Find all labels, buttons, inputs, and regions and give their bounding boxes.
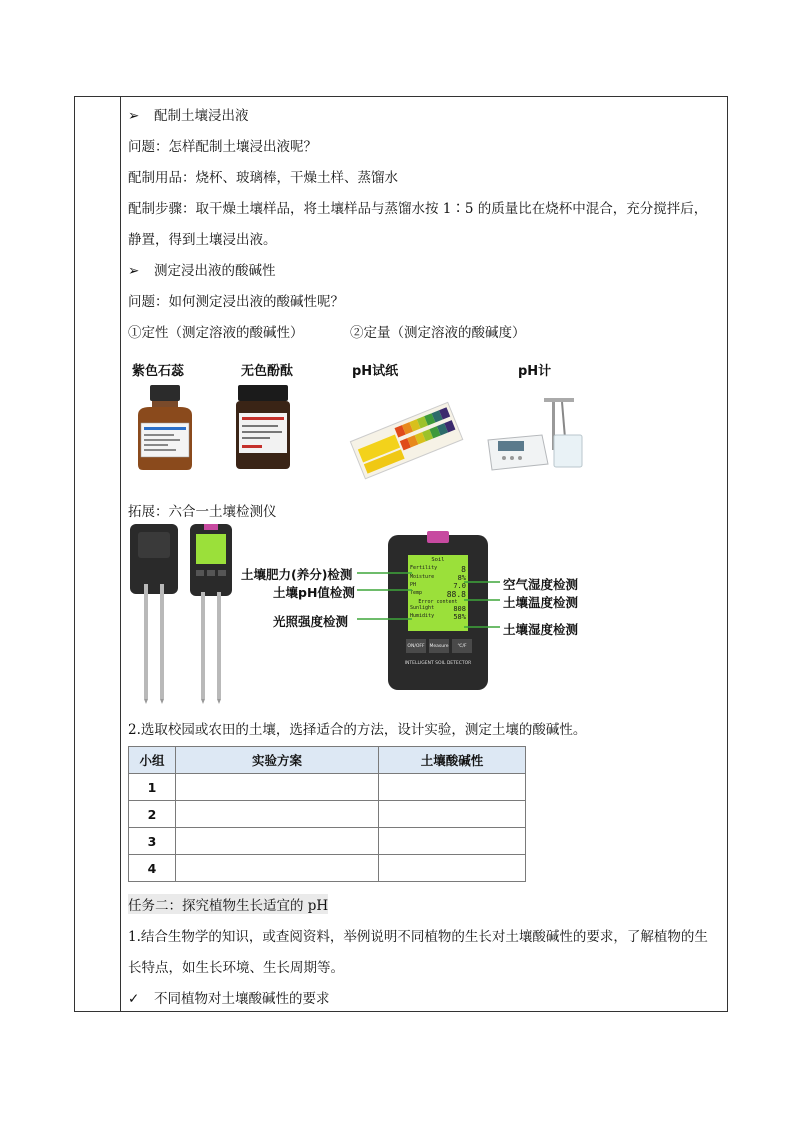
soil-temp-callout: 土壤温度检测: [503, 595, 579, 610]
ph-paper-label: pH试纸: [352, 364, 399, 379]
arrow-bullet-icon: ➢: [128, 263, 140, 279]
result-cell[interactable]: [379, 855, 526, 882]
unit-button[interactable]: ℃/F: [452, 639, 472, 653]
col-header-plan: 实验方案: [176, 747, 379, 774]
table-row: [129, 774, 526, 801]
task-two-p1-line1: 1.结合生物学的知识，或查阅资料，举例说明不同植物的生长对土壤酸碱性的要求，了解植物的生: [128, 929, 708, 945]
table-row: [129, 801, 526, 828]
measure-question: 问题：如何测定浸出液的酸碱性呢？: [128, 294, 344, 310]
ph-meter-label: pH计: [518, 364, 552, 379]
prepare-steps-line2: 静置，得到土壤浸出液。: [128, 232, 277, 248]
col-header-group: 小组: [129, 747, 176, 774]
prepare-question: 问题：怎样配制土壤浸出液呢？: [128, 139, 317, 155]
task2-question: 2.选取校园或农田的土壤，选择适合的方法，设计实验，测定土壤的酸碱性。: [128, 722, 587, 738]
onoff-button[interactable]: ON/OFF: [406, 639, 426, 653]
screen-fertility-value: 8: [461, 565, 466, 574]
screen-temp-value: 88.8: [446, 590, 466, 599]
screen-moisture-value: 8%: [457, 574, 466, 582]
result-cell[interactable]: [379, 774, 526, 801]
soil-humidity-callout: 土壤湿度检测: [503, 622, 579, 637]
measure-heading: 测定浸出液的酸碱性: [154, 263, 276, 279]
prepare-steps-line1: 配制步骤：取干燥土壤样品，将土壤样品与蒸馏水按 1∶5 的质量比在烧杯中混合，充分搅拌后，: [128, 201, 708, 217]
screen-humidity-value: 58%: [453, 613, 466, 621]
col-header-result: 土壤酸碱性: [379, 747, 526, 774]
quantitative-label: ②定量（测定溶液的酸碱度）: [350, 325, 526, 341]
plan-cell[interactable]: [176, 855, 379, 882]
group-cell: 1: [129, 774, 176, 801]
task-two-p1-line2: 长特点，如生长环境、生长周期等。: [128, 960, 344, 976]
measure-button[interactable]: Measure: [429, 639, 449, 653]
prepare-materials: 配制用品：烧杯、玻璃棒，干燥土样、蒸馏水: [128, 170, 398, 186]
screen-fertility: Fertility: [410, 565, 438, 571]
screen-env: Error content: [418, 599, 458, 605]
extension-label: 拓展：六合一土壤检测仪: [128, 504, 277, 520]
light-callout: 光照强度检测: [273, 614, 349, 629]
table-row: [129, 828, 526, 855]
plan-cell[interactable]: [176, 828, 379, 855]
screen-humidity: Humidity: [410, 613, 435, 619]
group-cell: 3: [129, 828, 176, 855]
fertility-callout: 土壤肥力(养分)检测: [241, 567, 353, 582]
ph-callout: 土壤pH值检测: [273, 585, 355, 600]
qualitative-label: ①定性（测定溶液的酸碱性）: [128, 325, 304, 341]
screen-temp: Temp: [410, 590, 423, 596]
screen-sunlight-value: 808: [453, 605, 466, 613]
screen-sunlight: Sunlight: [410, 605, 435, 611]
group-cell: 2: [129, 801, 176, 828]
result-cell[interactable]: [379, 801, 526, 828]
screen-title: Soil: [431, 557, 445, 563]
check-bullet-icon: ✓: [128, 991, 140, 1007]
plan-cell[interactable]: [176, 774, 379, 801]
experiment-table: [128, 746, 526, 882]
screen-ph: PH: [410, 582, 417, 588]
result-cell[interactable]: [379, 828, 526, 855]
task-two-title: 任务二：探究植物生长适宜的 pH: [128, 894, 328, 914]
detector-brand: INTELLIGENT SOIL DETECTOR: [404, 661, 472, 666]
prepare-heading: 配制土壤浸出液: [154, 108, 249, 124]
table-row: [129, 855, 526, 882]
screen-ph-value: 7.0: [453, 582, 466, 590]
screen-moisture: Moisture: [410, 574, 435, 580]
table-header-row: [129, 747, 526, 774]
arrow-bullet-icon: ➢: [128, 108, 140, 124]
litmus-label: 紫色石蕊: [132, 364, 185, 379]
plan-cell[interactable]: [176, 801, 379, 828]
plant-req: 不同植物对土壤酸碱性的要求: [154, 991, 330, 1007]
phenolphthalein-label: 无色酚酞: [241, 364, 294, 379]
group-cell: 4: [129, 855, 176, 882]
air-humidity-callout: 空气湿度检测: [503, 577, 579, 592]
